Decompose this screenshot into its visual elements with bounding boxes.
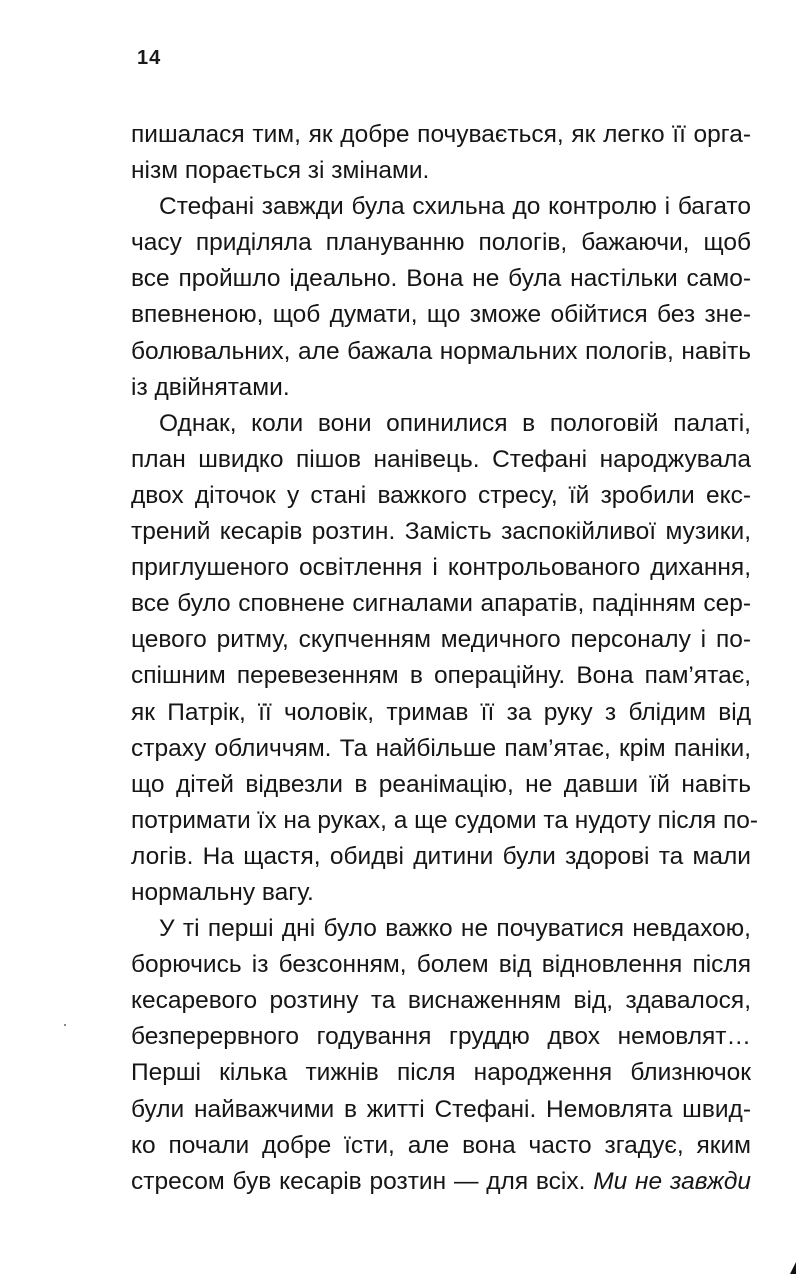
text-line: все пройшло ідеально. Вона не була настільки само- — [131, 265, 751, 293]
scan-speck — [64, 1024, 66, 1026]
text-line: болювальних, але бажала нормальних пологів, навіть — [131, 337, 751, 365]
text-line: ко почали добре їсти, але вона часто згадує, яким — [131, 1131, 751, 1159]
text-line: спішним перевезенням в операційну. Вона пам’ятає, — [131, 662, 751, 690]
text-line-final-italic: Ми не завжди — [593, 1167, 751, 1195]
text-line: безперервного годування груддю двох немовлят… — [131, 1023, 751, 1051]
text-line: страху обличчям. Та найбільше пам’ятає, крім паніки, — [131, 734, 751, 762]
text-line: план швидко пішов нанівець. Стефані народжувала — [131, 445, 751, 473]
text-line: борючись із безсонням, болем від відновлення після — [131, 951, 751, 979]
text-line: потримати їх на руках, а ще судоми та нудоту після по- — [131, 806, 759, 834]
text-line: кесаревого розтину та виснаженням від, здавалося, — [131, 987, 751, 1015]
page-corner-mark — [790, 1262, 796, 1274]
text-line: Перші кілька тижнів після народження близнючок — [131, 1059, 751, 1087]
text-line: нормальну вагу. — [131, 878, 314, 906]
text-line: приглушеного освітлення і контрольованого дихання, — [131, 554, 751, 582]
text-line: Стефані завжди була схильна до контролю і багато — [159, 193, 751, 221]
paragraph — [131, 911, 751, 1200]
text-line-final-plain: стресом був кесарів розтин — для всіх. — [131, 1167, 594, 1195]
text-line: як Патрік, її чоловік, тримав її за руку з блідим від — [131, 698, 751, 726]
text-line: що дітей відвезли в реанімацію, не давши їй навіть — [131, 770, 751, 798]
paragraph — [131, 189, 751, 406]
text-line: двох діточок у стані важкого стресу, їй зробили екс- — [131, 481, 751, 509]
text-line: були найважчими в житті Стефані. Немовлята швид- — [131, 1095, 751, 1123]
text-line: нізм порається зі змінами. — [131, 157, 430, 185]
text-line-final — [131, 1164, 751, 1200]
text-line: із двійнятами. — [131, 373, 290, 401]
paragraph — [131, 117, 751, 189]
text-line: Однак, коли вони опинилися в пологовій палаті, — [159, 409, 751, 437]
text-line: пишалася тим, як добре почувається, як легко її орга- — [131, 121, 751, 148]
paragraph — [131, 406, 759, 911]
text-line: впевненою, щоб думати, що зможе обійтися без зне- — [131, 301, 751, 329]
page-number: 14 — [137, 47, 162, 69]
text-line: часу приділяла плануванню пологів, бажаючи, щоб — [131, 229, 751, 257]
text-line: логів. На щастя, обидві дитини були здорові та мали — [131, 842, 751, 870]
text-line: трений кесарів розтин. Замість заспокійливої музики, — [131, 518, 751, 546]
text-line: все було сповнене сигналами апаратів, падінням сер- — [131, 590, 751, 618]
body-text — [131, 117, 759, 1200]
text-line: цевого ритму, скупченням медичного персоналу і по- — [131, 626, 751, 654]
text-line: У ті перші дні було важко не почуватися невдахою, — [159, 915, 751, 943]
